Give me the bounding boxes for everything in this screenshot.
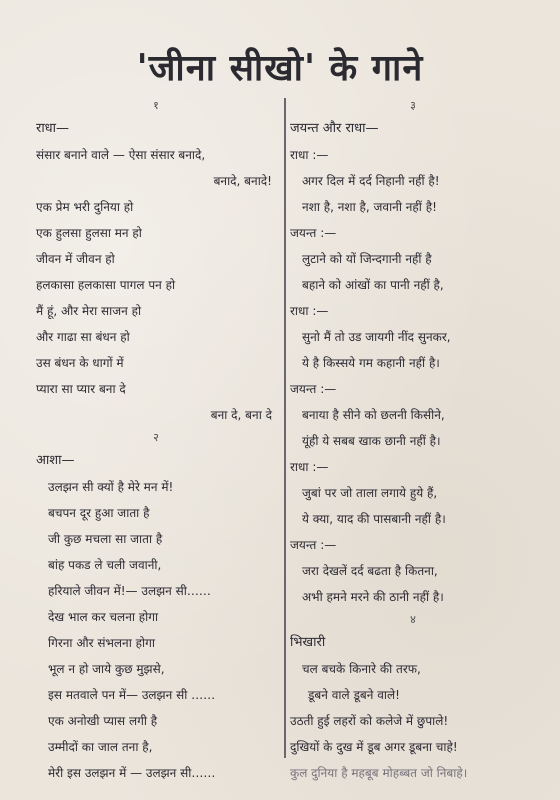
speaker-label: राधा :— (290, 460, 329, 474)
lyric-line: बचपन दूर हुआ जाता है (48, 506, 150, 520)
song-heading: जयन्त और राधा— (290, 121, 379, 136)
lyric-line: उम्मीदों का जाल तना है, (48, 740, 153, 754)
lyric-line: देख भाल कर चलना होगा (48, 610, 159, 624)
lyric-line: जी कुछ मचला सा जाता है (48, 532, 163, 546)
speaker-label: जयन्त :— (290, 226, 337, 240)
lyric-line: कुल दुनिया है महबूब मोहब्बत जो निबाहे। (290, 766, 468, 780)
right-column (290, 96, 536, 786)
lyric-line: अगर दिल में दर्द निहानी नहीं है! (302, 174, 440, 188)
lyric-line: हरियाले जीवन में!— उलझन सी…… (48, 584, 211, 598)
lyric-line: दुखियों के दुख में डूब अगर डूबना चाहे! (290, 740, 458, 754)
lyric-line: उलझन सी क्यों है मेरे मन में! (48, 480, 174, 494)
lyric-line: इस मतवाले पन में— उलझन सी …… (48, 688, 216, 702)
lyric-line: प्यारा सा प्यार बना दे (36, 382, 126, 396)
lyric-line: ये है किस्सये गम कहानी नहीं है। (302, 356, 440, 370)
lyric-line: एक अनोखी प्यास लगी है (48, 714, 158, 728)
page-title: 'जीना सीखो' के गाने (136, 47, 424, 89)
speaker-label: जयन्त :— (290, 382, 337, 396)
lyric-line: डूबने वाले डूबने वाले! (308, 688, 400, 702)
speaker-label: राधा— (36, 121, 70, 136)
lyric-line: ये क्या, याद की पासबानी नहीं है। (302, 512, 446, 526)
lyric-line: लुटाने को यों जिन्दगानी नहीं है (302, 252, 432, 266)
song-number: ४ (410, 613, 416, 626)
lyric-line: गिरना और संभलना होगा (48, 636, 155, 650)
song-number: २ (153, 431, 159, 444)
lyric-line: एक हुलसा हुलसा मन हो (36, 226, 142, 240)
lyric-line: यूंही ये सबब खाक छानी नहीं है। (302, 434, 441, 448)
column-divider (284, 98, 286, 758)
lyric-line: जीवन में जीवन हो (36, 252, 115, 266)
speaker-label: जयन्त :— (290, 538, 337, 552)
lyric-line: बनादे, बनादे! (213, 174, 272, 188)
speaker-label: राधा :— (290, 304, 329, 318)
song-number: १ (153, 99, 159, 112)
speaker-label: राधा :— (290, 148, 329, 162)
lyric-line: मैं हूं, और मेरा साजन हो (36, 304, 142, 318)
lyric-line: नशा है, नशा है, जवानी नहीं है! (302, 200, 437, 214)
song-number: ३ (410, 99, 416, 112)
lyric-line: संसार बनाने वाले — ऐसा संसार बनादे, (36, 148, 206, 162)
lyric-line: जुबां पर जो ताला लगाये हुये हैं, (302, 486, 438, 500)
lyric-line: और गाढा सा बंधन हो (36, 330, 130, 344)
lyric-line: चल बचके किनारे की तरफ, (302, 662, 421, 676)
lyric-line: अभी हमने मरने की ठानी नहीं है। (302, 590, 444, 604)
lyric-line: बना दे, बना दे (210, 408, 272, 422)
lyric-line: उठती हुई लहरों को कलेजे में छुपाले! (290, 714, 449, 728)
lyric-line: जरा देखलें दर्द बढता है कितना, (302, 564, 438, 578)
lyric-line: बनाया है सीने को छलनी किसीने, (302, 408, 445, 422)
left-column (36, 96, 276, 786)
lyric-line: बहाने को आंखों का पानी नहीं है, (302, 278, 444, 292)
lyric-line: मेरी इस उलझन में — उलझन सी…… (48, 766, 216, 780)
lyric-line: हलकासा हलकासा पागल पन हो (36, 278, 176, 292)
lyric-line: उस बंधन के धागों में (36, 356, 124, 370)
lyric-line: एक प्रेम भरी दुनिया हो (36, 200, 134, 214)
lyric-line: सुनो मैं तो उड जायगी नींद सुनकर, (302, 330, 451, 344)
speaker-label: आशा— (36, 453, 75, 468)
lyric-line: बांह पकड ले चली जवानी, (48, 558, 162, 572)
speaker-label: भिखारी (290, 635, 326, 650)
lyric-line: भूल न हो जाये कुछ मुझसे, (48, 662, 165, 676)
